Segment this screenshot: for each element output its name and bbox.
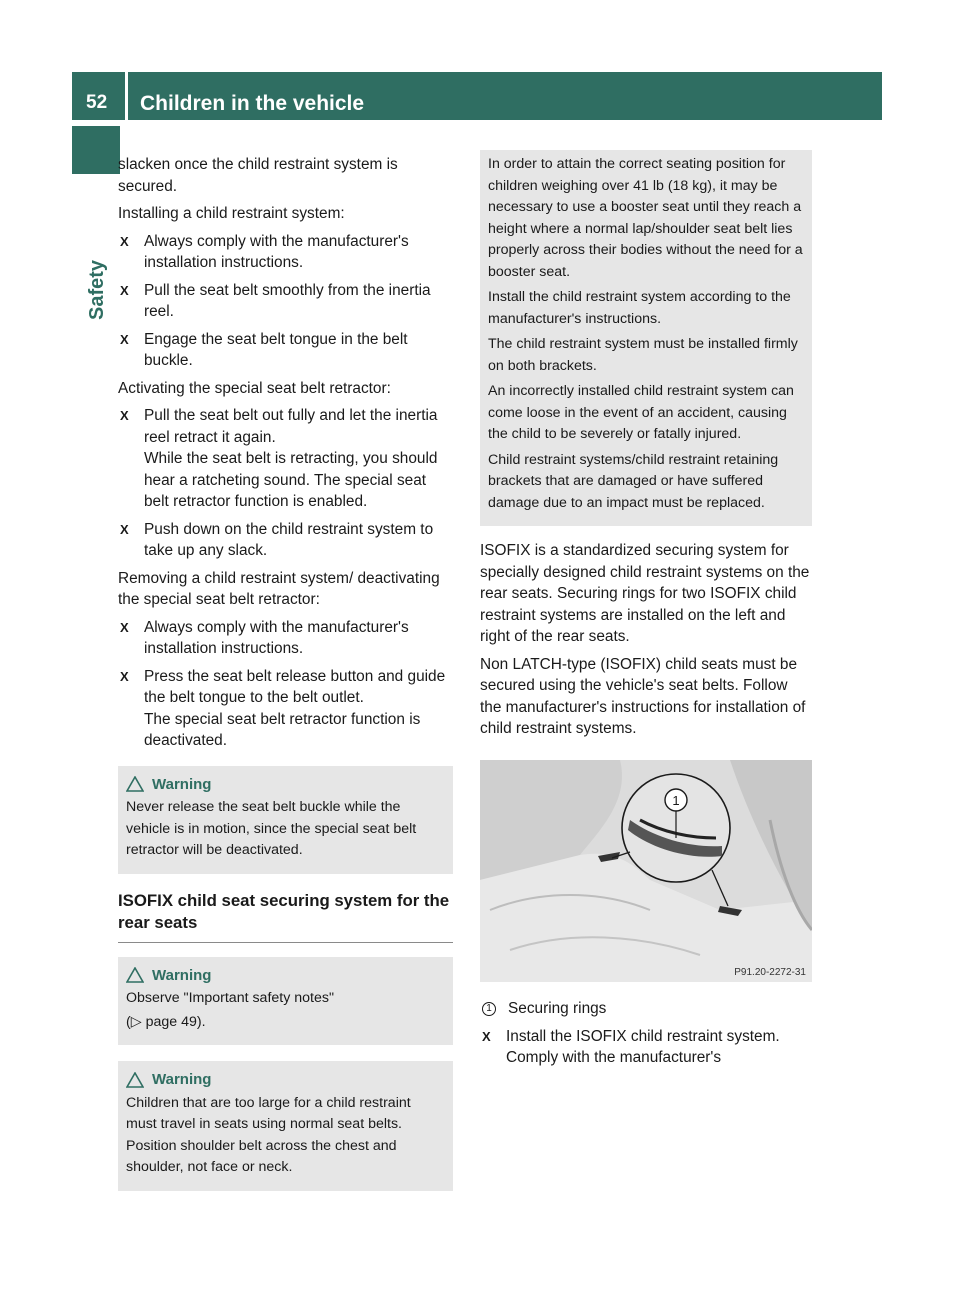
step-arrow-icon: X xyxy=(120,619,129,635)
step: X Always comply with the manufacturer's installation instructions. xyxy=(120,232,409,271)
warning-box xyxy=(118,957,453,1046)
paragraph: slacken once the child restraint system is secured. xyxy=(118,156,398,195)
page-reference-link[interactable]: (▷ page 49). xyxy=(126,1013,206,1030)
paragraph: ISOFIX is a standardized securing system for specially designed child restraint systems on the rear seats. Securing rings for two ISOFIX child restraint systems are installed on the left and right of the rear seats. xyxy=(480,542,810,645)
step: X Always comply with the manufacturer's installation instructions. xyxy=(120,618,409,657)
info-paragraph: An incorrectly installed child restraint system can come loose in the event of an accident, causing the child to be severely or fatally injured. xyxy=(488,383,794,442)
step: X Engage the seat belt tongue in the belt buckle. xyxy=(120,330,408,369)
info-box xyxy=(480,150,812,526)
step-arrow-icon: X xyxy=(120,233,129,249)
warning-triangle-icon xyxy=(126,967,144,983)
step: X Press the seat belt release button and guide the belt tongue to the belt outlet. The special seat belt retractor function is deactivated. xyxy=(120,667,446,749)
legend-number: 1 xyxy=(482,1002,496,1016)
paragraph: Removing a child restraint system/ deactivating the special seat belt retractor: xyxy=(118,569,440,608)
legend-text: Securing rings xyxy=(508,1000,607,1017)
paragraph: Activating the special seat belt retractor: xyxy=(118,379,391,397)
info-paragraph: Install the child restraint system according to the manufacturer's instructions. xyxy=(488,289,791,327)
side-tab-marker xyxy=(72,126,120,174)
page-title: Children in the vehicle xyxy=(140,92,365,115)
step: X Push down on the child restraint system to take up any slack. xyxy=(120,520,434,559)
page-number: 52 xyxy=(86,92,108,113)
step: X Pull the seat belt out fully and let the inertia reel retract it again. While the seat belt is retracting, you should hear a ratcheting sound. The special seat belt retractor function is enabled. xyxy=(120,407,438,510)
figure-code: P91.20-2272-31 xyxy=(734,966,806,978)
warning-box xyxy=(118,766,453,874)
step-arrow-icon: X xyxy=(120,282,129,298)
paragraph: Non LATCH-type (ISOFIX) child seats must be secured using the vehicle's seat belts. Follow the manufacturer's instructions for installation of child restraint systems. xyxy=(480,655,806,737)
header-separator xyxy=(125,72,128,120)
side-tab-label: Safety xyxy=(86,259,108,320)
info-paragraph: The child restraint system must be installed firmly on both brackets. xyxy=(488,336,798,374)
step-arrow-icon: X xyxy=(120,521,129,537)
step-arrow-icon: X xyxy=(482,1028,491,1044)
isofix-seat-illustration xyxy=(480,760,812,982)
warning-text: Never release the seat belt buckle while the vehicle is in motion, since the special seat belt retractor will be deactivated. xyxy=(126,799,417,858)
section-heading: ISOFIX child seat securing system for the rear seats xyxy=(118,890,453,943)
paragraph: Installing a child restraint system: xyxy=(118,205,345,222)
step-arrow-icon: X xyxy=(120,408,129,423)
info-paragraph: In order to attain the correct seating position for children weighing over 41 lb (18 kg), it may be necessary to use a booster seat until they reach a height where a normal lap/shoulder seat belt lies properly across their bodies without the need for a booster seat. xyxy=(488,156,803,280)
step: X Install the ISOFIX child restraint system. Comply with the manufacturer's xyxy=(482,1027,780,1066)
warning-text: Children that are too large for a child restraint must travel in seats using normal seat belts. Position shoulder belt across the chest and shoulder, not face or neck. xyxy=(126,1094,411,1175)
warning-label: Warning xyxy=(152,966,212,984)
step-arrow-icon: X xyxy=(120,331,129,347)
warning-label: Warning xyxy=(152,1071,212,1088)
step: X Pull the seat belt smoothly from the inertia reel. xyxy=(120,281,431,320)
step-arrow-icon: X xyxy=(120,668,129,684)
warning-box xyxy=(118,1061,453,1191)
left-column xyxy=(118,154,453,1207)
info-paragraph: Child restraint systems/child restraint retaining brackets that are damaged or have suffered damage due to an impact must be replaced. xyxy=(488,451,779,511)
callout-number: 1 xyxy=(672,792,680,808)
warning-triangle-icon xyxy=(126,776,144,792)
warning-text: Observe "Important safety notes" xyxy=(126,990,335,1006)
legend-item xyxy=(480,998,812,1020)
right-column xyxy=(480,154,812,1075)
warning-label: Warning xyxy=(152,775,212,793)
warning-triangle-icon xyxy=(126,1072,144,1088)
